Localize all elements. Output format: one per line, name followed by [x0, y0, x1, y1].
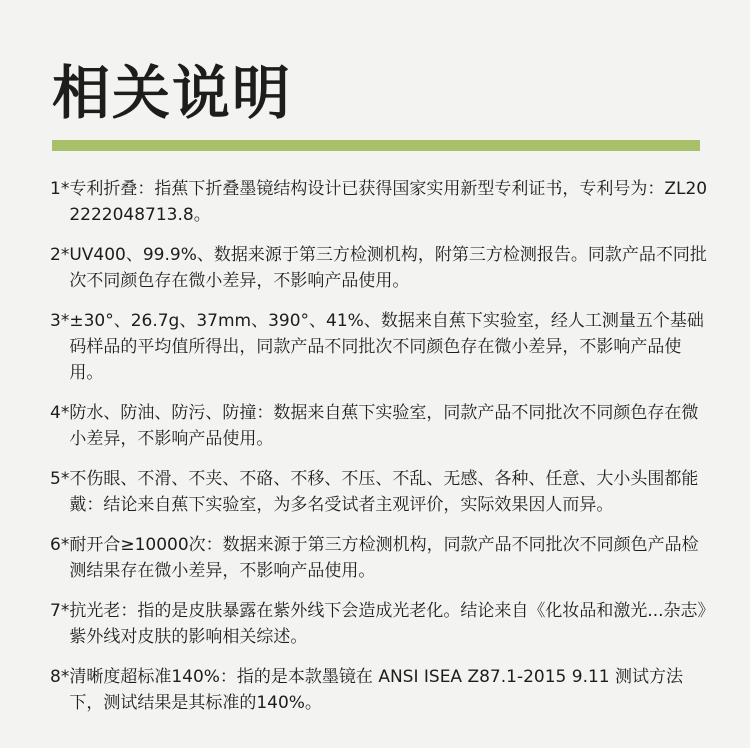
note-text: 抗光老：指的是皮肤暴露在紫外线下会造成光老化。结论来自《化妆品和激光...杂志》紫外线对皮肤的影响相关综述。 — [69, 601, 707, 647]
note-text: 专利折叠：指蕉下折叠墨镜结构设计已获得国家实用新型专利证书，专利号为：ZL202222048713.8。 — [69, 179, 708, 225]
note-marker: 2* — [50, 245, 70, 265]
note-text: 防水、防油、防污、防撞：数据来自蕉下实验室，同款产品不同批次不同颜色存在微小差异，不影响产品使用。 — [69, 403, 699, 449]
note-marker: 7* — [50, 601, 70, 621]
title-divider — [52, 140, 700, 151]
note-marker: 6* — [50, 535, 70, 555]
note-text: 不伤眼、不滑、不夹、不硌、不移、不压、不乱、无感、各种、任意、大小头围都能戴：结论来自蕉下实验室，为多名受试者主观评价，实际效果因人而异。 — [69, 469, 699, 515]
note-marker: 8* — [50, 667, 70, 687]
note-marker: 4* — [50, 403, 70, 423]
note-marker: 5* — [50, 469, 70, 489]
note-text: 耐开合≥10000次：数据来源于第三方检测机构，同款产品不同批次不同颜色产品检测结果存在微小差异，不影响产品使用。 — [69, 535, 699, 581]
page-title: 相关说明 — [52, 59, 293, 127]
note-item — [50, 598, 710, 650]
note-item — [50, 532, 710, 584]
note-marker: 3* — [50, 311, 70, 331]
note-text: ±30°、26.7g、37mm、390°、41%、数据来自蕉下实验室，经人工测量五个基础码样品的平均值所得出，同款产品不同批次不同颜色存在微小差异，不影响产品使用。 — [69, 311, 704, 383]
note-item — [50, 664, 710, 716]
note-item — [50, 242, 710, 294]
note-item — [50, 400, 710, 452]
note-text: 清晰度超标准140%：指的是本款墨镜在 ANSI ISEA Z87.1-2015 9.11 测试方法下，测试结果是其标准的140%。 — [69, 667, 684, 713]
note-item — [50, 176, 710, 228]
note-marker: 1* — [50, 179, 70, 199]
notes-list — [50, 176, 710, 730]
note-item — [50, 308, 710, 386]
note-text: UV400、99.9%、数据来源于第三方检测机构，附第三方检测报告。同款产品不同批次不同颜色存在微小差异，不影响产品使用。 — [69, 245, 707, 291]
note-item — [50, 466, 710, 518]
